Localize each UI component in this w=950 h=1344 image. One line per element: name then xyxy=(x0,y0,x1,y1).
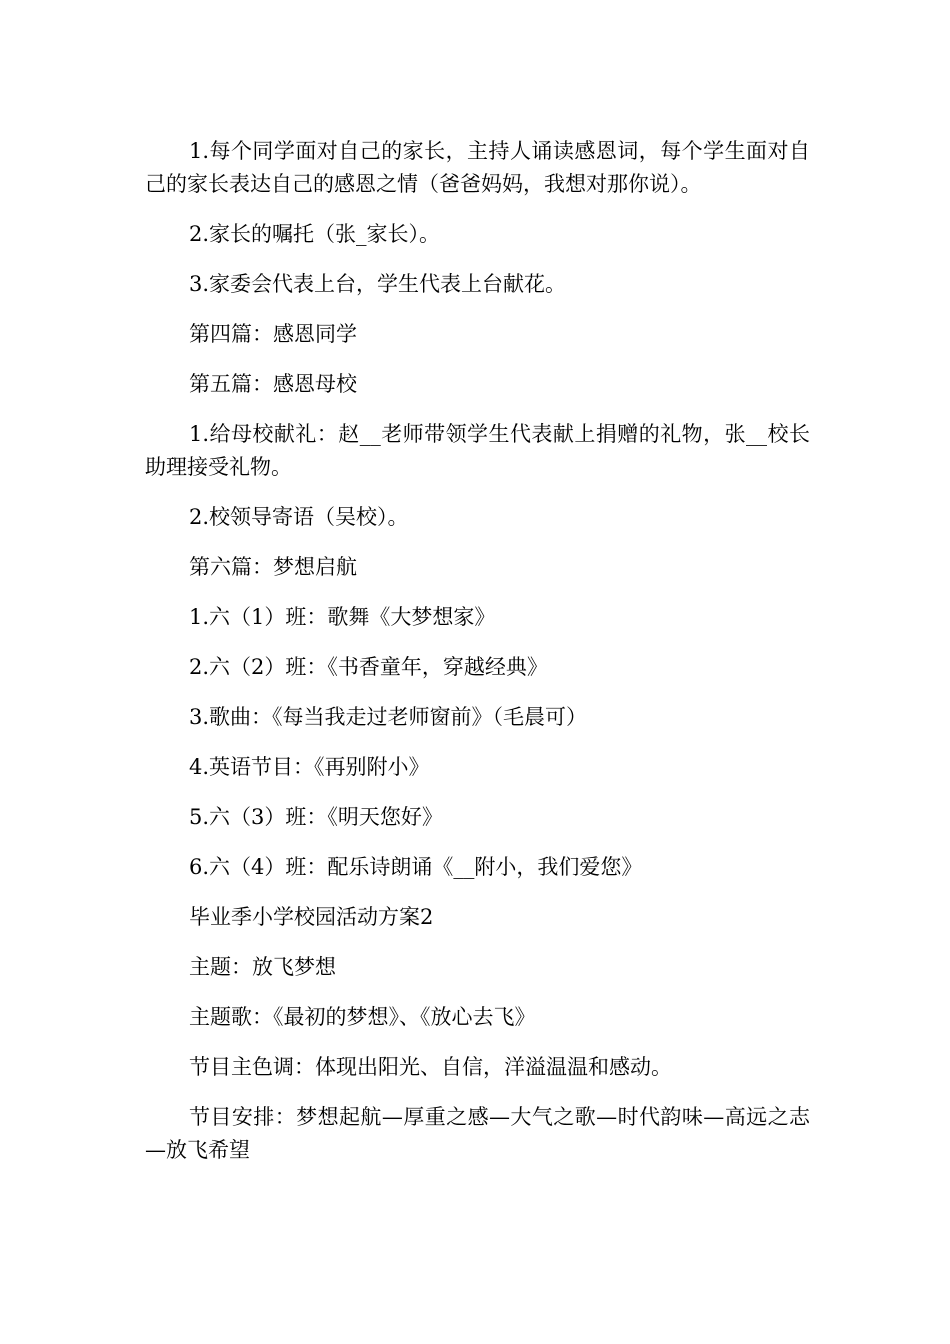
program-item-3: 3.歌曲：《每当我走过老师窗前》（毛晨可） xyxy=(189,705,588,729)
program-tone-line: 节目主色调：体现出阳光、自信，洋溢温温和感动。 xyxy=(189,1055,672,1079)
paragraph-school-gift: 1.给母校献礼：赵__老师带领学生代表献上捐赠的礼物，张__校长助理接受礼物。 xyxy=(145,422,810,479)
paragraph-leader-message: 2.校领导寄语（吴校）。 xyxy=(189,505,409,529)
program-item-5: 5.六（3）班：《明天您好》 xyxy=(189,805,443,829)
program-item-2: 2.六（2）班：《书香童年，穿越经典》 xyxy=(189,655,548,679)
document-body xyxy=(145,135,810,1184)
program-item-1: 1.六（1）班：歌舞《大梦想家》 xyxy=(189,605,496,629)
section-heading-classmates: 第四篇：感恩同学 xyxy=(189,322,357,346)
theme-line: 主题：放飞梦想 xyxy=(189,955,336,979)
program-item-6: 6.六（4）班：配乐诗朗诵《__附小，我们爱您》 xyxy=(189,855,643,879)
program-arrangement-line: 节目安排：梦想起航—厚重之感—大气之歌—时代韵味—高远之志—放飞希望 xyxy=(145,1105,810,1162)
plan-title: 毕业季小学校园活动方案2 xyxy=(189,905,434,929)
program-item-4: 4.英语节目：《再别附小》 xyxy=(189,755,430,779)
paragraph-parent-message: 2.家长的嘱托（张_家长）。 xyxy=(189,222,441,246)
section-heading-dream: 第六篇：梦想启航 xyxy=(189,555,357,579)
theme-song-line: 主题歌：《最初的梦想》、《放心去飞》 xyxy=(189,1005,536,1029)
paragraph-flower-presentation: 3.家委会代表上台，学生代表上台献花。 xyxy=(189,272,567,296)
section-heading-school: 第五篇：感恩母校 xyxy=(189,372,357,396)
paragraph-parent-thanks: 1.每个同学面对自己的家长，主持人诵读感恩词，每个学生面对自己的家长表达自己的感恩之情（爸爸妈妈，我想对那你说）。 xyxy=(145,139,810,196)
